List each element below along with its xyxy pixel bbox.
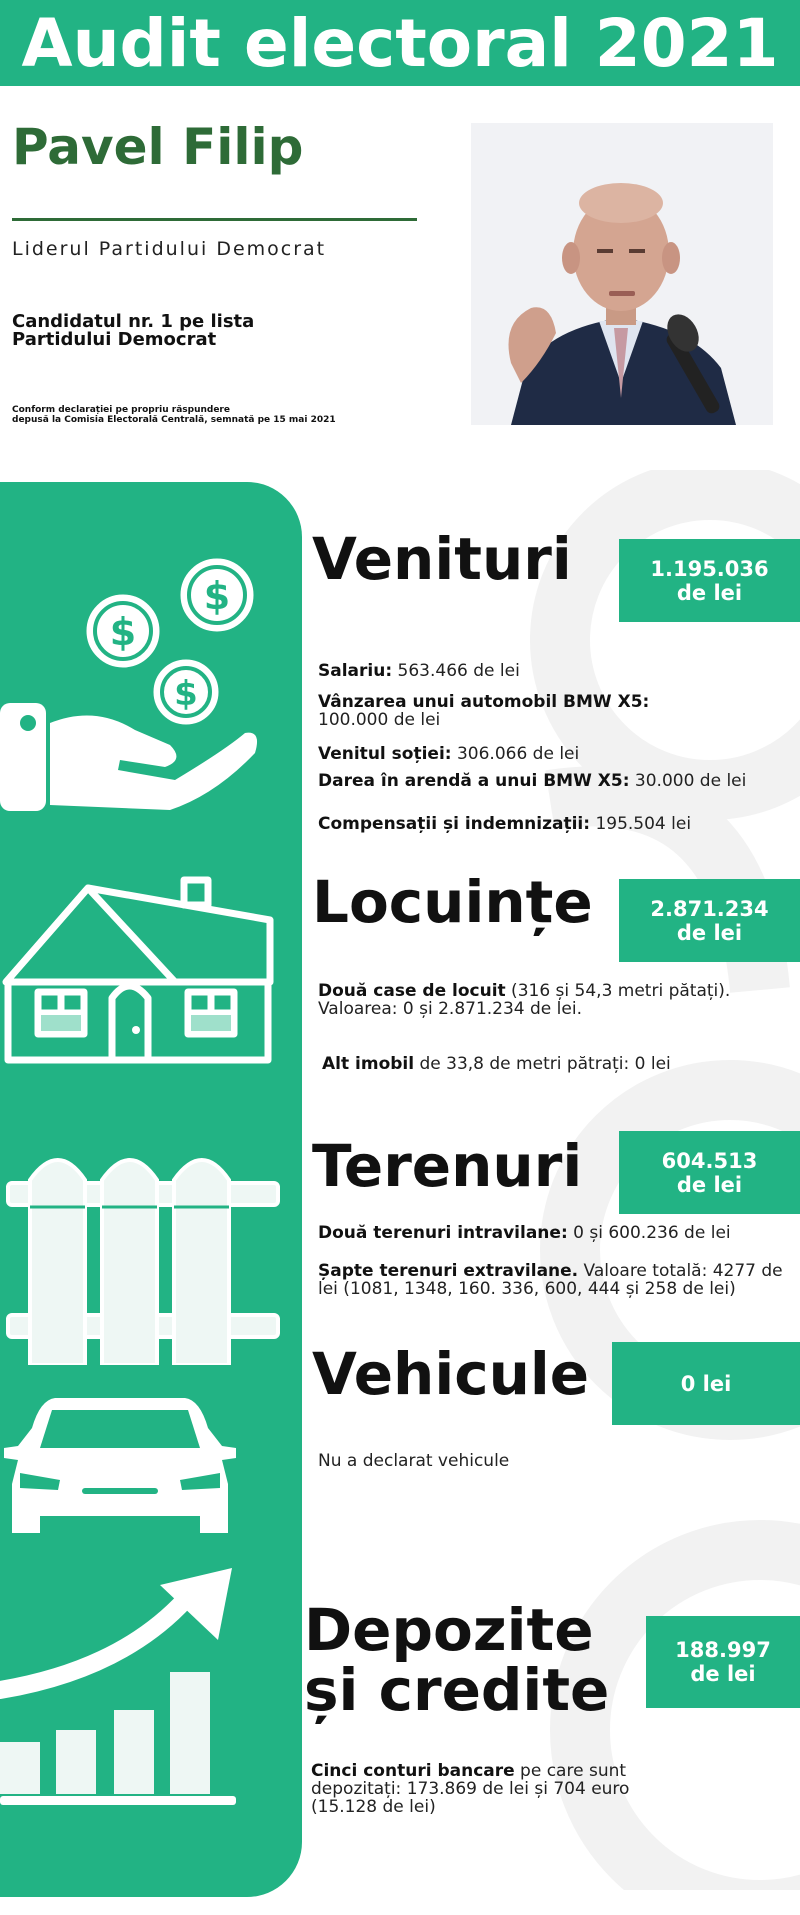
venituri-title: Venituri <box>312 525 572 593</box>
vehicule-title: Vehicule <box>312 1340 590 1408</box>
header-banner <box>0 0 800 86</box>
venituri-item-label: Vânzarea unui automobil BMW X5: <box>318 692 650 712</box>
venituri-item-label: Compensații și indemnizații: <box>318 814 591 834</box>
venituri-item-value: 306.066 de lei <box>451 744 580 764</box>
locuinte-item <box>322 1055 782 1073</box>
candidate-role: Liderul Partidului Democrat <box>12 238 327 260</box>
terenuri-title: Terenuri <box>312 1132 583 1200</box>
candidate-list-line2: Partidului Democrat <box>12 329 217 350</box>
depozite-amount-badge <box>646 1616 800 1708</box>
terenuri-item-label: Două terenuri intravilane: <box>318 1223 568 1243</box>
venituri-item <box>318 693 788 729</box>
candidate-name: Pavel Filip <box>12 118 304 176</box>
venituri-item-value: 30.000 de lei <box>629 771 747 791</box>
depozite-item-label: Cinci conturi bancare <box>311 1761 515 1781</box>
depozite-title-line2: și credite <box>304 1656 610 1724</box>
depozite-title-line1: Depozite <box>304 1596 594 1664</box>
terenuri-item <box>318 1224 788 1242</box>
locuinte-item-value: de 33,8 de metri pătrați: 0 lei <box>414 1054 671 1074</box>
terenuri-item-value: 0 și 600.236 de lei <box>567 1223 731 1243</box>
declaration-note-line2: depusă la Comisia Electorală Centrală, semnată pe 15 mai 2021 <box>12 415 336 425</box>
vehicule-amount-badge <box>612 1342 800 1425</box>
locuinte-amount: 2.871.234 <box>650 896 769 921</box>
svg-text:$: $ <box>109 610 137 654</box>
venituri-item <box>318 772 748 790</box>
venituri-amount: 1.195.036 <box>650 556 769 581</box>
vehicule-amount: 0 lei <box>680 1371 732 1396</box>
terenuri-item-value: Valoare totală: 4277 de lei (1081, 1348, 160. 336, 600, 444 și 258 de lei) <box>318 1261 783 1299</box>
terenuri-amount: 604.513 <box>661 1148 758 1173</box>
venituri-item-value: 563.466 de lei <box>392 661 520 681</box>
page-title: Audit electoral 2021 <box>21 4 779 82</box>
svg-text:$: $ <box>174 674 198 714</box>
candidate-list-position <box>12 313 372 349</box>
name-divider <box>12 218 417 221</box>
venituri-item-value: 195.504 lei <box>590 814 692 834</box>
depozite-title <box>304 1596 610 1724</box>
money-hand-icon <box>0 555 260 815</box>
locuinte-item-value: (316 și 54,3 metri pătați). Valoarea: 0 și 2.871.234 de lei. <box>318 981 731 1019</box>
locuinte-item-label: Alt imobil <box>322 1054 415 1074</box>
vehicule-item: Nu a declarat vehicule <box>318 1451 510 1471</box>
venituri-item-value: 100.000 de lei <box>318 710 441 730</box>
declaration-note <box>12 405 392 425</box>
locuinte-unit: de lei <box>676 920 743 945</box>
terenuri-item-label: Șapte terenuri extravilane. <box>318 1261 579 1281</box>
venituri-unit: de lei <box>676 580 743 605</box>
terenuri-item <box>318 1262 796 1298</box>
candidate-list-line1: Candidatul nr. 1 pe lista <box>12 311 255 332</box>
depozite-amount: 188.997 <box>675 1638 771 1662</box>
venituri-item-label: Darea în arendă a unui BMW X5: <box>318 771 630 791</box>
terenuri-amount-badge <box>619 1131 800 1214</box>
car-icon <box>0 1388 240 1538</box>
venituri-item-label: Venitul soției: <box>318 744 452 764</box>
terenuri-unit: de lei <box>676 1172 743 1197</box>
growth-chart-icon <box>0 1560 240 1810</box>
locuinte-title: Locuințe <box>312 868 593 936</box>
depozite-item <box>311 1762 681 1816</box>
svg-text:$: $ <box>203 574 231 618</box>
house-icon <box>0 870 285 1070</box>
venituri-item <box>318 745 788 763</box>
depozite-unit: de lei <box>690 1662 756 1686</box>
fence-icon <box>0 1135 285 1365</box>
venituri-item <box>318 662 788 680</box>
locuinte-item <box>318 982 778 1018</box>
declaration-note-line1: Conform declarației pe propriu răspundere <box>12 405 230 415</box>
depozite-item-value: pe care sunt depozitați: 173.869 de lei și 704 euro (15.128 de lei) <box>311 1761 630 1817</box>
venituri-item-label: Salariu: <box>318 661 393 681</box>
candidate-photo <box>471 123 773 425</box>
venituri-item <box>318 815 793 833</box>
locuinte-item-label: Două case de locuit <box>318 981 506 1001</box>
locuinte-amount-badge <box>619 879 800 962</box>
venituri-amount-badge <box>619 539 800 622</box>
